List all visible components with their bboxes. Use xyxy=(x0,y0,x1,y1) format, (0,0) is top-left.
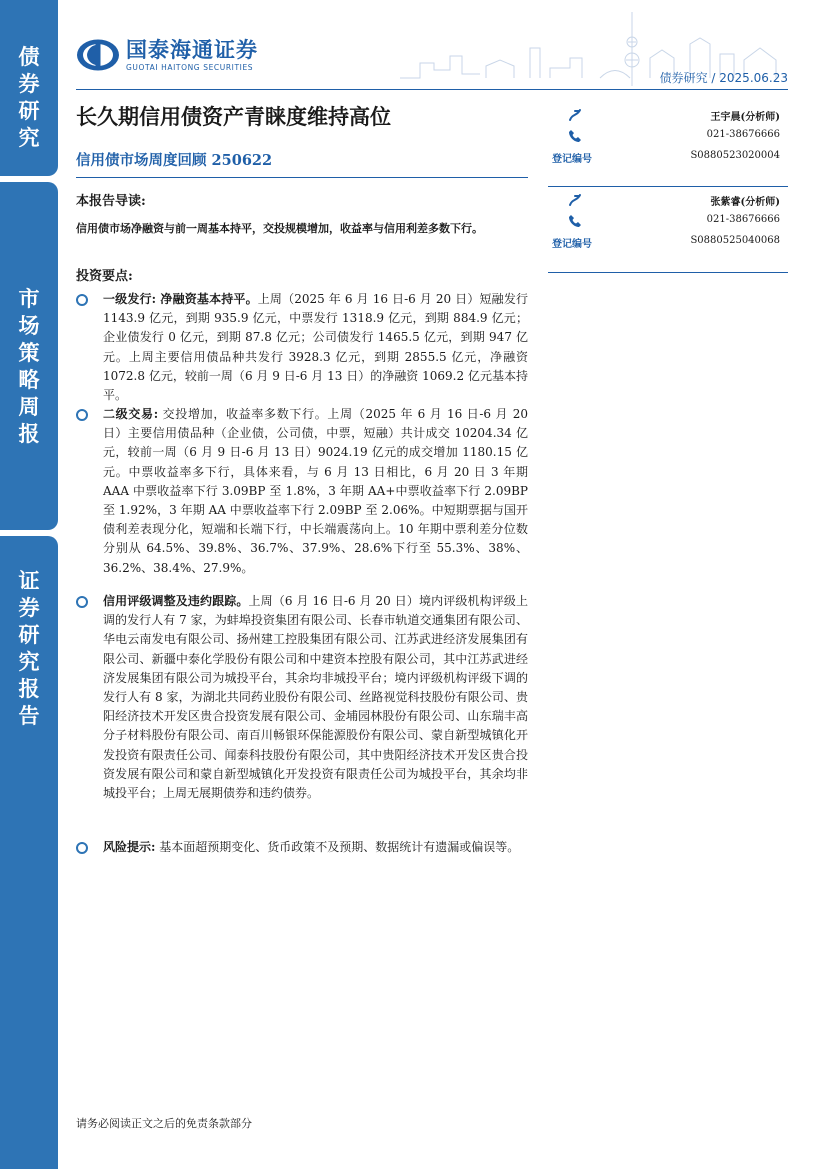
disclaimer-footer: 请务必阅读正文之后的免责条款部分 xyxy=(76,1117,252,1130)
phone-icon xyxy=(568,214,582,228)
guide-text: 信用债市场净融资与前一周基本持平，交投规模增加，收益率与信用利差多数下行。 xyxy=(76,222,483,235)
analyst-card-1 xyxy=(548,104,788,179)
analyst-divider-1 xyxy=(548,186,788,187)
registration-label: 登记编号 xyxy=(552,239,592,250)
registration-number: S0880523020004 xyxy=(690,150,780,161)
analyst-phone: 021-38676666 xyxy=(706,214,780,225)
bullet-secondary-trading xyxy=(76,405,528,578)
analyst-name: 王宇晨(分析师) xyxy=(710,112,780,123)
title-divider xyxy=(76,177,528,178)
bullet-text: 上周（6 月 16 日-6 月 20 日）境内评级机构评级上调的发行人有 7 家，为蚌埠投资集团有限公司、长春市轨道交通集团有限公司、华电云南发电有限公司、扬州建工控股集团有限公司、江苏武进经济发展集团有限公司、新疆中泰化学股份有限公司和中建资本控股有限公司，其中江苏武进经济发展集团有限公司为城投平台，其余均非城投平台；境内评级机构评级下调的发行人有 8 家，为湖北共同药业股份有限公司、丝路视觉科技股份有限公司、贵阳经济技术开发区贵合投资发展有限公司、金埔园林股份有限公司、山东瑞丰高分子材料股份有限公司、南百川畅银环保能源股份有限公司、蒙自新型城镇化开发投资有限责任公司、闻泰科技股份有限公司，其中贵阳经济技术开发区贵合投资发展有限公司和蒙自新型城镇化开发投资有限责任公司为城投平台，其余均非城投平台；上周无展期债券和违约债券。 xyxy=(103,594,528,801)
bullet-circle-icon xyxy=(76,842,88,854)
bullet-circle-icon xyxy=(76,409,88,421)
logo-chinese-name: 国泰海通证券 xyxy=(126,38,258,62)
sidebar-block-strategy-weekly xyxy=(0,182,58,530)
company-logo xyxy=(76,38,286,74)
bullet-label: 二级交易: xyxy=(103,407,159,421)
report-subtitle: 信用债市场周度回顾 250622 xyxy=(76,152,273,169)
left-sidebar xyxy=(0,0,58,1169)
sidebar-label-2: 市场策略周报 xyxy=(18,287,40,446)
bullet-circle-icon xyxy=(76,294,88,306)
registration-label: 登记编号 xyxy=(552,154,592,165)
header-divider xyxy=(76,89,788,90)
sidebar-block-research-report xyxy=(0,536,58,1169)
bullet-rating-adjustment xyxy=(76,592,528,803)
analyst-name: 张紫睿(分析师) xyxy=(710,197,780,208)
analyst-phone: 021-38676666 xyxy=(706,129,780,140)
report-title: 长久期信用债资产青睐度维持高位 xyxy=(76,105,391,129)
bullet-label: 一级发行: 净融资基本持平。 xyxy=(103,292,258,306)
sidebar-label-3: 证券研究报告 xyxy=(18,569,40,728)
bullet-circle-icon xyxy=(76,596,88,608)
guide-heading: 本报告导读: xyxy=(76,194,146,209)
bullet-label: 信用评级调整及违约跟踪。 xyxy=(103,594,249,608)
analyst-card-2 xyxy=(548,189,788,264)
analyst-divider-2 xyxy=(548,272,788,273)
person-icon xyxy=(568,108,582,122)
registration-number: S0880525040068 xyxy=(690,235,780,246)
logo-mark-icon xyxy=(76,38,120,72)
bullet-text: 上周（2025 年 6 月 16 日-6 月 20 日）短融发行 1143.9 亿元，到期 935.9 亿元，中票发行 1318.9 亿元，到期 884.9 亿元；企业债发行 0 亿元，到期 87.8 亿元；公司债发行 1465.5 亿元，到期 947 亿元。上周主要信用债品种共发行 3928.3 亿元，到期 2855.5 亿元，净融资 1072.8 亿元，较前一周（6 月 9 日-6 月 13 日）的净融资 1069.2 亿元基本持平。 xyxy=(103,292,528,403)
section-and-date: 债券研究 / 2025.06.23 xyxy=(659,71,788,85)
bullet-label: 风险提示: xyxy=(103,840,156,854)
logo-english-name: GUOTAI HAITONG SECURITIES xyxy=(126,63,254,72)
sidebar-block-bond-research xyxy=(0,0,58,176)
phone-icon xyxy=(568,129,582,143)
bullet-primary-issuance xyxy=(76,290,528,405)
bullet-text: 基本面超预期变化、货币政策不及预期、数据统计有遗漏或偏误等。 xyxy=(155,840,520,854)
bullet-text: 交投增加，收益率多数下行。上周（2025 年 6 月 16 日-6 月 20 日）主要信用债品种（企业债，公司债，中票，短融）共计成交 10204.34 亿元，较前一周（6 月 9 日-6 月 13 日）9024.19 亿元的成交增加 1180.15 亿元。中票收益率多下行，具体来看，与 6 月 13 日相比，6 月 20 日 3 年期 AAA 中票收益率下行 3.09BP 至 1.8%，3 年期 AA+中票收益率下行 2.09BP 至 1.92%，3 年期 AA 中票收益率下行 2.09BP 至 2.06%。中短期票据与国开债利差表现分化，短端和长端下行，中长端震荡向上。10 年期中票利差分位数分别从 64.5%、39.8%、36.7%、37.9%、28.6%下行至 55.3%、38%、36.2%、38.4%、27.9%。 xyxy=(103,407,528,575)
bullet-risk-warning xyxy=(76,838,528,857)
sidebar-label-1: 债券研究 xyxy=(18,45,40,150)
investment-points-heading: 投资要点: xyxy=(76,269,133,284)
person-icon xyxy=(568,193,582,207)
